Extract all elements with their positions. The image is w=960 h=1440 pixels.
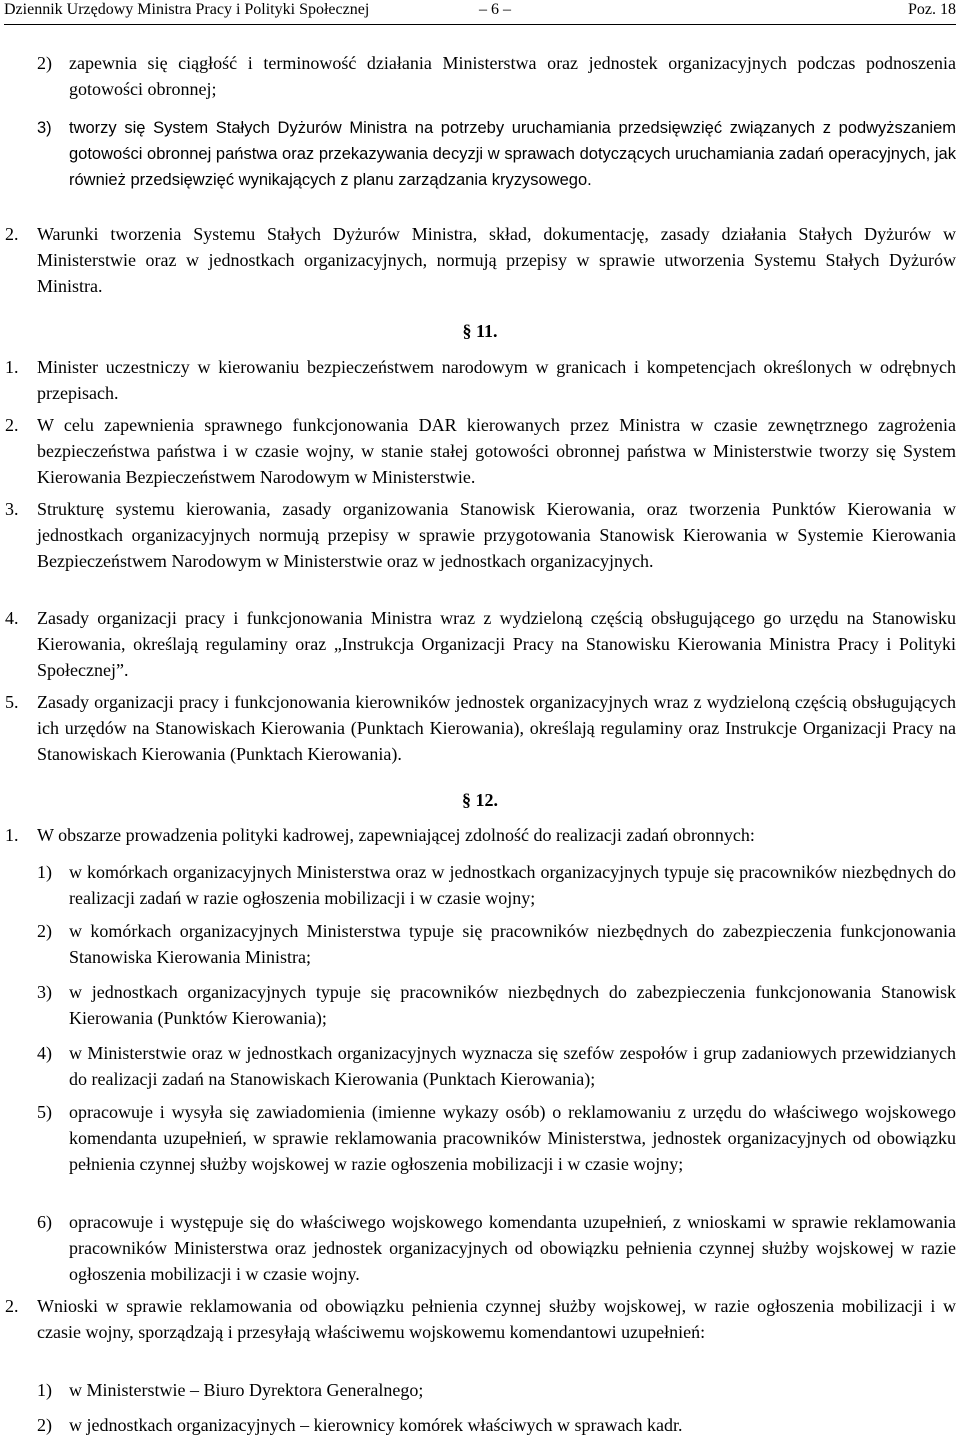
paragraph-number: 4. bbox=[5, 608, 19, 628]
list-item-number: 6) bbox=[37, 1212, 52, 1232]
paragraph-text: Wnioski w sprawie reklamowania od obowiązku pełnienia czynnej służby wojskowej, w razie ogłoszenia mobilizacji i w czasie wojny, sporządzają i przesyłają właściwemu wojskowemu komendantowi uzupełnień: bbox=[37, 1296, 956, 1342]
list-item-text: w jednostkach organizacyjnych – kierownicy komórek właściwych w sprawach kadr. bbox=[69, 1415, 683, 1435]
page-header bbox=[4, 0, 956, 25]
paragraph-item bbox=[5, 354, 956, 406]
paragraph-item bbox=[5, 496, 956, 574]
paragraph-number: 2. bbox=[5, 415, 19, 435]
list-item-number: 1) bbox=[37, 862, 52, 882]
paragraph-item bbox=[5, 689, 956, 767]
paragraph-number: 1. bbox=[5, 825, 19, 845]
paragraph-number: 2. bbox=[5, 1296, 19, 1316]
list-item-number: 3) bbox=[37, 119, 52, 137]
paragraph-text: W celu zapewnienia sprawnego funkcjonowania DAR kierowanych przez Ministra w czasie zewnętrznego zagrożenia bezpieczeństwa państwa i w czasie wojny, w stanie stałej gotowości obronnej państwa w Ministerstwie tworzy się System Kierowania Bezpieczeństwem Narodowym w Ministerstwie. bbox=[37, 415, 956, 487]
paragraph-text: Strukturę systemu kierowania, zasady organizowania Stanowisk Kierowania, oraz tworzenia Punktów Kierowania w jednostkach organizacyjnych normują przepisy w sprawie przygotowania Stanowisk Kierowania w Systemie Kierowania Bezpieczeństwem Narodowym w Ministerstwie oraz w jednostkach organizacyjnych. bbox=[37, 499, 956, 571]
list-item bbox=[37, 1412, 956, 1438]
list-item-text: w komórkach organizacyjnych Ministerstwa typuje się pracowników niezbędnych do zabezpieczenia funkcjonowania Stanowiska Kierowania Ministra; bbox=[69, 921, 956, 967]
list-item-number: 2) bbox=[37, 921, 52, 941]
list-item-text: w Ministerstwie – Biuro Dyrektora Generalnego; bbox=[69, 1380, 424, 1400]
paragraph-item bbox=[5, 221, 956, 299]
item-position: Poz. 18 bbox=[908, 1, 956, 18]
list-item-text: w Ministerstwie oraz w jednostkach organizacyjnych wyznacza się szefów zespołów i grup zadaniowych przewidzianych do realizacji zadań na Stanowiskach Kierowania (Punktach Kierowania); bbox=[69, 1043, 956, 1089]
list-item-text: w jednostkach organizacyjnych typuje się pracowników niezbędnych do zabezpieczenia funkcjonowania Stanowisk Kierowania (Punktów Kierowania); bbox=[69, 982, 956, 1028]
paragraph-item bbox=[5, 412, 956, 490]
list-item bbox=[37, 1099, 956, 1177]
list-item-number: 2) bbox=[37, 1415, 52, 1435]
list-item-number: 5) bbox=[37, 1102, 52, 1122]
paragraph-number: 3. bbox=[5, 499, 19, 519]
section-heading: § 11. bbox=[462, 321, 498, 341]
journal-title: Dziennik Urzędowy Ministra Pracy i Polityki Społecznej bbox=[4, 1, 370, 18]
paragraph-item bbox=[5, 1293, 956, 1345]
list-item bbox=[37, 918, 956, 970]
paragraph-text: Warunki tworzenia Systemu Stałych Dyżurów Ministra, skład, dokumentację, zasady działania Stałych Dyżurów w Ministerstwie oraz w jednostkach organizacyjnych, normują przepisy w sprawie utworzenia Systemu Stałych Dyżurów Ministra. bbox=[37, 224, 956, 296]
list-item bbox=[37, 115, 956, 193]
list-item-number: 1) bbox=[37, 1380, 52, 1400]
list-item-text: w komórkach organizacyjnych Ministerstwa oraz w jednostkach organizacyjnych typuje się pracowników niezbędnych do realizacji zadań w razie ogłoszenia mobilizacji i w czasie wojny; bbox=[69, 862, 956, 908]
paragraph-item bbox=[5, 822, 956, 848]
list-item bbox=[37, 50, 956, 102]
paragraph-text: Minister uczestniczy w kierowaniu bezpieczeństwem narodowym w granicach i kompetencjach określonych w odrębnych przepisach. bbox=[37, 357, 956, 403]
list-item-text: zapewnia się ciągłość i terminowość działania Ministerstwa oraz jednostek organizacyjnych podczas podnoszenia gotowości obronnej; bbox=[69, 53, 956, 99]
section-heading: § 12. bbox=[462, 790, 498, 810]
paragraph-item bbox=[5, 605, 956, 683]
paragraph-text: Zasady organizacji pracy i funkcjonowania Ministra wraz z wydzieloną częścią obsługującego go urzędu na Stanowisku Kierowania, określają regulaminy oraz „Instrukcja Organizacji Pracy na Stanowisku Kierowania Ministra Pracy i Polityki Społecznej”. bbox=[37, 608, 956, 680]
paragraph-text: W obszarze prowadzenia polityki kadrowej, zapewniającej zdolność do realizacji zadań obronnych: bbox=[37, 825, 755, 845]
list-item-number: 4) bbox=[37, 1043, 52, 1063]
list-item bbox=[37, 859, 956, 911]
list-item-number: 3) bbox=[37, 982, 52, 1002]
paragraph-text: Zasady organizacji pracy i funkcjonowania kierowników jednostek organizacyjnych wraz z wydzieloną częścią obsługujących ich urzędów na Stanowiskach Kierowania (Punktach Kierowania), określają regulaminy oraz Instrukcje Organizacji Pracy na Stanowiskach Kierowania (Punktach Kierowania). bbox=[37, 692, 956, 764]
paragraph-number: 5. bbox=[5, 692, 19, 712]
paragraph-number: 1. bbox=[5, 357, 19, 377]
list-item-text: tworzy się System Stałych Dyżurów Ministra na potrzeby uruchamiania przedsięwzięć związanych z podwyższaniem gotowości obronnej państwa oraz przekazywania decyzji w sprawach dotyczących uruchamiania zadań operacyjnych, jak również przedsięwzięć wynikających z planu zarządzania kryzysowego. bbox=[69, 119, 956, 189]
paragraph-number: 2. bbox=[5, 224, 19, 244]
list-item bbox=[37, 1377, 956, 1403]
list-item bbox=[37, 1209, 956, 1287]
list-item bbox=[37, 979, 956, 1031]
list-item-number: 2) bbox=[37, 53, 52, 73]
list-item-text: opracowuje i wysyła się zawiadomienia (imienne wykazy osób) o reklamowaniu z urzędu do właściwego wojskowego komendanta uzupełnień, w sprawie reklamowania pracowników Ministerstwa, jednostek organizacyjnych od obowiązku pełnienia czynnej służby wojskowej w razie ogłoszenia mobilizacji i w czasie wojny; bbox=[69, 1102, 956, 1174]
page-number: – 6 – bbox=[479, 1, 511, 18]
list-item-text: opracowuje i występuje się do właściwego wojskowego komendanta uzupełnień, z wnioskami w sprawie reklamowania pracowników Ministerstwa oraz jednostek organizacyjnych od obowiązku pełnienia czynnej służby wojskowej w razie ogłoszenia mobilizacji i w czasie wojny. bbox=[69, 1212, 956, 1284]
list-item bbox=[37, 1040, 956, 1092]
